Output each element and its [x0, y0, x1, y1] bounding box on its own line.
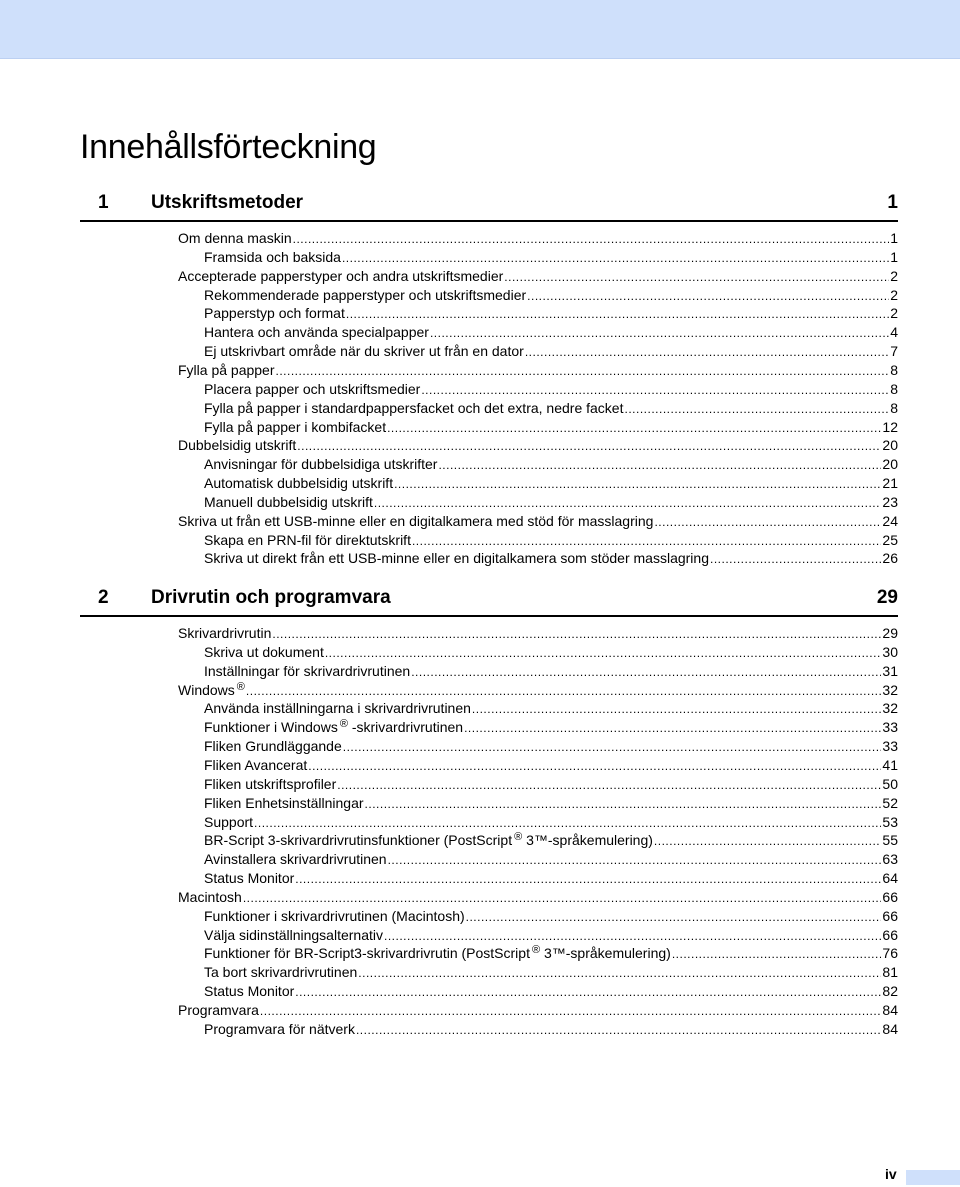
toc-entry-text: Papperstyp och format: [204, 305, 345, 322]
toc-entry-text: Fliken Enhetsinställningar: [204, 794, 364, 811]
toc-entry-page: 25: [882, 531, 898, 548]
toc-entry[interactable]: [178, 512, 898, 531]
toc-entry-page: 24: [882, 512, 898, 529]
leader-dots: [346, 305, 889, 324]
toc-entry-page: 20: [882, 437, 898, 454]
leader-dots: [325, 644, 882, 663]
toc-entry[interactable]: [178, 888, 898, 907]
toc-entry-label: [204, 907, 465, 926]
toc-entry-label: [204, 1020, 355, 1039]
toc-entry-label: [204, 699, 471, 718]
toc-entry-text: Dubbelsidig utskrift: [178, 437, 297, 454]
toc-entry-page: 63: [882, 851, 898, 868]
leader-dots: [430, 324, 889, 343]
toc-entry-label: [178, 229, 292, 248]
chapter-heading[interactable]: [80, 581, 898, 617]
toc-entry-text-suffix: -skrivardrivrutinen: [351, 719, 464, 736]
toc-entry-label: [204, 813, 253, 832]
leader-dots: [466, 908, 882, 927]
toc-entry-text: Ej utskrivbart område när du skriver ut från en dator: [204, 343, 524, 360]
leader-dots: [342, 249, 889, 268]
leader-dots: [672, 945, 882, 964]
toc-entry-label: [178, 681, 245, 702]
toc-entry-page: 32: [882, 681, 898, 698]
toc-entry-text: Inställningar för skrivardrivrutinen: [204, 662, 411, 679]
toc-entry-text: Fylla på papper: [178, 361, 275, 378]
toc-entry-text: Windows: [178, 681, 235, 698]
toc-entry-page: 8: [890, 399, 898, 416]
registered-mark: ®: [339, 718, 348, 731]
toc-entry-label: [204, 531, 411, 550]
toc-entry-text: Programvara för nätverk: [204, 1020, 355, 1037]
toc-entry-text: Skrivardrivrutin: [178, 625, 272, 641]
toc-entry-page: 41: [882, 756, 898, 773]
leader-dots: [654, 513, 881, 532]
toc-entry[interactable]: [204, 737, 898, 756]
toc-entry-page: 66: [882, 907, 898, 924]
toc-entry-page: 32: [882, 700, 898, 717]
toc-entry-text: Skriva ut dokument: [204, 643, 324, 660]
toc-entry-label: [204, 775, 336, 794]
toc-entry-label: [204, 455, 437, 474]
toc-entry-page: 23: [882, 493, 898, 510]
leader-dots: [293, 230, 890, 249]
toc-entry[interactable]: [178, 624, 898, 643]
toc-entry[interactable]: [204, 662, 898, 681]
toc-entry-label: [204, 831, 653, 852]
leader-dots: [411, 663, 881, 682]
toc-entry-label: [178, 361, 275, 380]
toc-entry-text: Hantera och använda specialpapper: [204, 324, 429, 341]
leader-dots: [387, 419, 881, 438]
leader-dots: [438, 456, 881, 475]
toc-entry-page: 30: [882, 643, 898, 660]
toc-entry-label: [204, 926, 383, 945]
toc-entry[interactable]: [204, 342, 898, 361]
toc-entry-label: [204, 399, 623, 418]
toc-entry-text: Rekommenderade papperstyper och utskriftsmedier: [204, 286, 527, 303]
toc-entry[interactable]: [178, 361, 898, 380]
toc-entry[interactable]: [204, 549, 898, 568]
toc-entry[interactable]: [204, 418, 898, 437]
chapter-page: 29: [876, 587, 898, 608]
toc-entry[interactable]: [204, 850, 898, 869]
toc-entry-text: Skriva ut från ett USB-minne eller en digitalkamera med stöd för masslagring: [178, 512, 654, 529]
leader-dots: [394, 475, 881, 494]
toc-entry-page: 12: [882, 418, 898, 435]
toc-entry[interactable]: [204, 474, 898, 493]
toc-entry-label: [204, 756, 307, 775]
toc-entry-label: [204, 643, 324, 662]
toc-entry[interactable]: [204, 248, 898, 267]
toc-entry-page: 1: [890, 248, 898, 265]
toc-entry-text: Funktioner i Windows: [204, 719, 338, 736]
registered-mark: ®: [236, 680, 245, 693]
toc-entry-page: 2: [890, 286, 898, 303]
toc-entry-page: 50: [882, 775, 898, 792]
toc-entry-page: 55: [882, 832, 898, 849]
leader-dots: [624, 400, 889, 419]
toc-entry-text: Funktioner i skrivardrivrutinen (Macintosh): [204, 907, 465, 924]
toc-entry-label: [204, 342, 524, 361]
toc-entry-page: 76: [882, 945, 898, 962]
toc-entry-text: Fliken Avancerat: [204, 756, 308, 773]
toc-entry[interactable]: [204, 1020, 898, 1039]
toc-entry[interactable]: [204, 699, 898, 718]
leader-dots: [254, 814, 881, 833]
chapter-title: Utskriftsmetoder: [151, 192, 304, 213]
toc-entry-page: 4: [890, 324, 898, 341]
toc-entry-page: 1: [890, 230, 898, 246]
toc-entry[interactable]: [178, 267, 898, 286]
toc-entry-page: 82: [882, 983, 898, 1000]
chapter-number: 1: [98, 192, 109, 213]
leader-dots: [337, 776, 881, 795]
toc-entry-page: 33: [882, 738, 898, 755]
toc-entry-label: [204, 493, 373, 512]
toc-entry-label: [204, 286, 526, 305]
leader-dots: [710, 550, 881, 569]
toc-entry[interactable]: [204, 531, 898, 550]
leader-dots: [412, 532, 881, 551]
toc-entry[interactable]: [204, 963, 898, 982]
leader-dots: [243, 889, 882, 908]
toc-entry-text: Fylla på papper i standardpappersfacket och det extra, nedre facket: [204, 399, 624, 416]
chapter-heading[interactable]: [80, 186, 898, 222]
toc-entry-text: Programvara: [178, 1002, 259, 1018]
toc-entry-text: Automatisk dubbelsidig utskrift: [204, 475, 394, 492]
leader-dots: [421, 381, 889, 400]
toc-entry-label: [204, 718, 463, 739]
toc-entry-page: 20: [882, 456, 898, 473]
toc-entry-text: BR-Script 3-skrivardrivrutinsfunktioner (PostScript: [204, 832, 513, 849]
toc-entry[interactable]: [178, 1001, 898, 1020]
toc-entry-label: [204, 944, 671, 965]
toc-entry-page: 2: [890, 267, 898, 284]
toc-entry-text: Support: [204, 813, 254, 830]
toc-entry-text: Ta bort skrivardrivrutinen: [204, 964, 358, 981]
toc-entry-page: 26: [882, 550, 898, 567]
toc-entry[interactable]: [178, 436, 898, 455]
toc-entry-page: 7: [890, 343, 898, 360]
toc-entry-page: 66: [882, 926, 898, 943]
leader-dots: [472, 700, 882, 719]
toc-entry-text: Placera papper och utskriftsmedier: [204, 380, 421, 397]
toc-entry[interactable]: [204, 399, 898, 418]
toc-entry-label: [204, 869, 294, 888]
toc-entry-text: Status Monitor: [204, 983, 295, 1000]
toc-entry-label: [204, 304, 345, 323]
leader-dots: [358, 964, 881, 983]
toc-entry[interactable]: [178, 229, 898, 248]
leader-dots: [374, 494, 882, 513]
toc-entry-text: Fliken utskriftsprofiler: [204, 775, 337, 792]
toc-entry-label: [204, 549, 709, 568]
toc-entry-page: 8: [890, 380, 898, 397]
toc-entry[interactable]: [204, 831, 898, 850]
toc-entry[interactable]: [204, 813, 898, 832]
leader-dots: [504, 268, 889, 287]
toc-entry-label: [204, 982, 294, 1001]
toc-entry-text: Manuell dubbelsidig utskrift: [204, 493, 373, 510]
toc-entry[interactable]: [204, 907, 898, 926]
toc-entry[interactable]: [204, 926, 898, 945]
toc-entry-page: 84: [882, 1020, 898, 1037]
toc-entry-label: [204, 963, 357, 982]
leader-dots: [295, 870, 881, 889]
leader-dots: [356, 1021, 881, 1040]
leader-dots: [343, 738, 882, 757]
footer-band: [906, 1170, 960, 1185]
toc-entry[interactable]: [204, 455, 898, 474]
toc-entry[interactable]: [204, 304, 898, 323]
toc-entry-page: 31: [882, 662, 898, 679]
leader-dots: [295, 983, 881, 1002]
toc-entry-text-suffix: 3™-språkemulering): [543, 945, 671, 962]
leader-dots: [365, 795, 882, 814]
leader-dots: [654, 832, 882, 851]
toc-entry-text: Avinstallera skrivardrivrutinen: [204, 851, 387, 868]
toc-entry-label: [204, 474, 393, 493]
toc-entry-page: 2: [890, 305, 898, 322]
registered-mark: ®: [531, 944, 541, 957]
toc-entry-label: [204, 850, 387, 869]
toc-entry-label: [178, 436, 296, 455]
header-band: [0, 0, 960, 59]
toc-entry-page: 52: [882, 794, 898, 811]
toc-entry-page: 66: [882, 888, 898, 905]
toc-entry[interactable]: [204, 493, 898, 512]
toc-entry-label: [204, 737, 342, 756]
toc-entry[interactable]: [204, 286, 898, 305]
toc-entry-text: Status Monitor: [204, 870, 295, 887]
toc-entry-label: [204, 380, 420, 399]
toc-entry[interactable]: [204, 718, 898, 737]
leader-dots: [525, 343, 889, 362]
leader-dots: [527, 287, 889, 306]
leader-dots: [297, 437, 881, 456]
toc-entry-text-suffix: 3™-språkemulering): [526, 832, 653, 849]
leader-dots: [308, 757, 881, 776]
toc-entry-page: 53: [882, 813, 898, 830]
toc-entry-label: [204, 248, 341, 267]
toc-entry-text: Om denna maskin: [178, 230, 292, 246]
toc-entry-text: Skapa en PRN-fil för direktutskrift: [204, 531, 411, 548]
toc-entry[interactable]: [178, 681, 898, 700]
leader-dots: [388, 851, 882, 870]
toc-entry-text: Anvisningar för dubbelsidiga utskrifter: [204, 456, 438, 473]
page-title: Innehållsförteckning: [80, 128, 377, 166]
toc-entry-page: 29: [882, 625, 898, 641]
toc-entry-label: [178, 512, 653, 531]
toc-entry[interactable]: [204, 869, 898, 888]
toc-entry-text: Fliken Grundläggande: [204, 738, 342, 755]
toc-entry-label: [178, 1001, 259, 1020]
chapter-number: 2: [98, 587, 109, 608]
leader-dots: [246, 682, 882, 701]
toc-entry[interactable]: [204, 775, 898, 794]
toc-entry-page: 81: [882, 964, 898, 981]
toc-entry-page: 64: [882, 870, 898, 887]
toc-entry-label: [204, 794, 364, 813]
toc-entry-label: [204, 662, 410, 681]
registered-mark: ®: [514, 831, 523, 844]
leader-dots: [384, 927, 881, 946]
leader-dots: [260, 1002, 882, 1021]
toc-entry-text: Accepterade papperstyper och andra utskriftsmedier: [178, 267, 504, 284]
toc-entry[interactable]: [204, 944, 898, 963]
page-number: iv: [885, 1166, 897, 1182]
toc-entry-label: [178, 267, 503, 286]
toc-entry-text: Använda inställningarna i skrivardrivrutinen: [204, 700, 471, 717]
toc-entry-text: Funktioner för BR-Script3-skrivardrivrutin (PostScript: [204, 945, 530, 962]
toc-entry[interactable]: [204, 794, 898, 813]
toc-entry[interactable]: [204, 380, 898, 399]
toc-entry-text: Välja sidinställningsalternativ: [204, 926, 383, 943]
toc-entry-text: Framsida och baksida: [204, 248, 341, 265]
toc-entry-text: Macintosh: [178, 888, 242, 905]
leader-dots: [276, 362, 890, 381]
toc-entry[interactable]: [204, 643, 898, 662]
chapter-page: 1: [887, 192, 898, 213]
toc-entry-label: [178, 888, 242, 907]
toc-entry[interactable]: [204, 756, 898, 775]
toc-entry[interactable]: [204, 982, 898, 1001]
leader-dots: [272, 625, 881, 644]
toc-entry-label: [204, 418, 386, 437]
toc-entry-page: 8: [890, 361, 898, 378]
toc-entry-label: [204, 323, 429, 342]
toc-entry-page: 84: [882, 1002, 898, 1018]
toc-entry-text: Skriva ut direkt från ett USB-minne eller en digitalkamera som stöder masslagring: [204, 550, 709, 567]
toc-entry[interactable]: [204, 323, 898, 342]
toc-entry-text: Fylla på papper i kombifacket: [204, 418, 387, 435]
toc-entry-page: 33: [882, 719, 898, 736]
leader-dots: [464, 719, 881, 738]
chapter-title: Drivrutin och programvara: [151, 587, 391, 608]
toc-entry-label: [178, 624, 271, 643]
toc-entry-page: 21: [882, 475, 898, 492]
